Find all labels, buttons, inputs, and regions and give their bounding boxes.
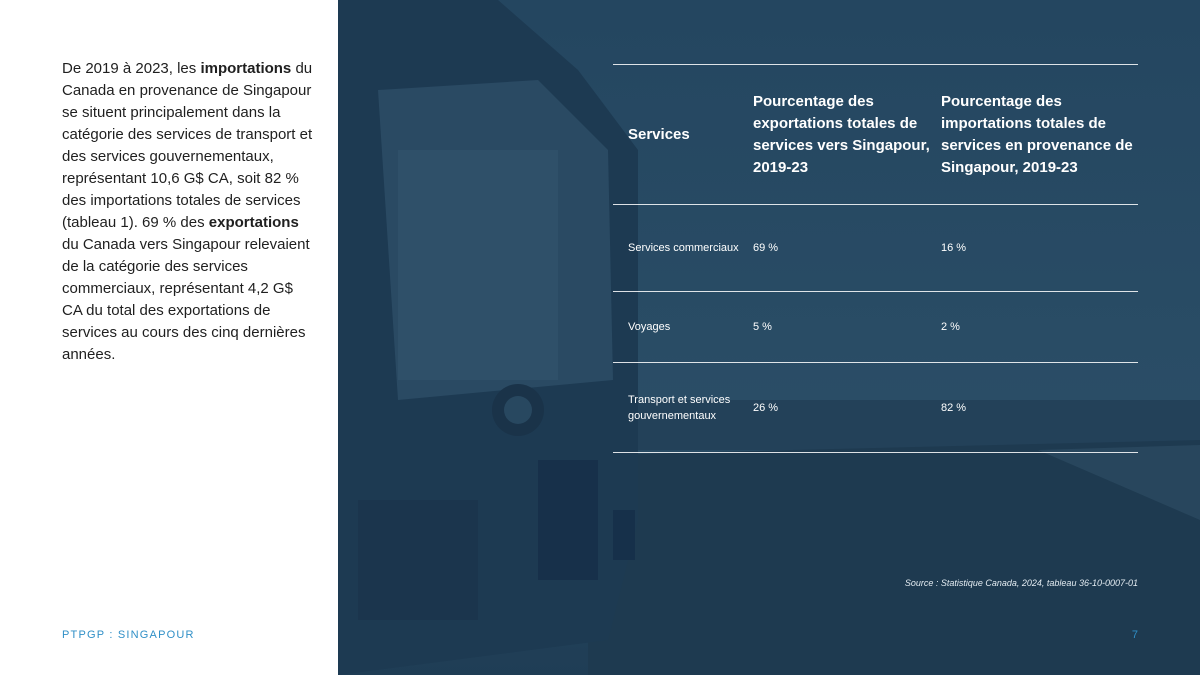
page-number: 7 — [1131, 629, 1138, 641]
header-exports-pct: Pourcentage des exportations totales de services vers Singapour, 2019-23 — [753, 92, 930, 176]
footer-label: PTPGP : SINGAPOUR — [62, 629, 195, 641]
table-row — [613, 363, 1138, 452]
left-text-panel — [0, 0, 338, 675]
row-imports-value: 82 % — [941, 401, 967, 414]
intro-text-3: du Canada vers Singapour relevaient de la catégorie des services commerciaux, représentant 4,2 G$ CA du total des exportations de services au cours des cinq dernières années. — [62, 236, 310, 363]
intro-bold-imports: importations — [200, 60, 292, 77]
table-header-row — [613, 65, 1138, 204]
source-note: Source : Statistique Canada, 2024, tableau 36-10-0007-01 — [904, 578, 1138, 588]
services-table — [613, 64, 1138, 453]
row-exports-value: 26 % — [753, 401, 779, 414]
row-service-name: Services commerciaux — [628, 242, 739, 254]
row-exports-value: 5 % — [753, 321, 772, 333]
intro-text-1: De 2019 à 2023, les — [62, 60, 201, 77]
row-service-name: Voyages — [628, 321, 671, 333]
row-imports-value: 2 % — [941, 321, 960, 333]
row-exports-value: 69 % — [753, 242, 779, 254]
photo-panel — [338, 0, 1200, 675]
table-bottom-rule — [613, 452, 1138, 453]
header-imports-pct: Pourcentage des importations totales de services en provenance de Singapour, 2019-23 — [941, 92, 1133, 176]
intro-bold-exports: exportations — [208, 214, 299, 231]
row-service-name: Transport et services gouvernementaux — [628, 393, 731, 422]
intro-paragraph — [62, 58, 314, 366]
table-row — [613, 292, 1138, 362]
table-row — [613, 205, 1138, 291]
intro-text-2: du Canada en provenance de Singapour se situent principalement dans la catégorie des services de transport et des services gouvernementaux, représentant 10,6 G$ CA, soit 82 % des importations totales de services (tableau 1). 69 % des — [62, 60, 313, 231]
header-services: Services — [628, 126, 690, 143]
row-imports-value: 16 % — [941, 242, 967, 254]
